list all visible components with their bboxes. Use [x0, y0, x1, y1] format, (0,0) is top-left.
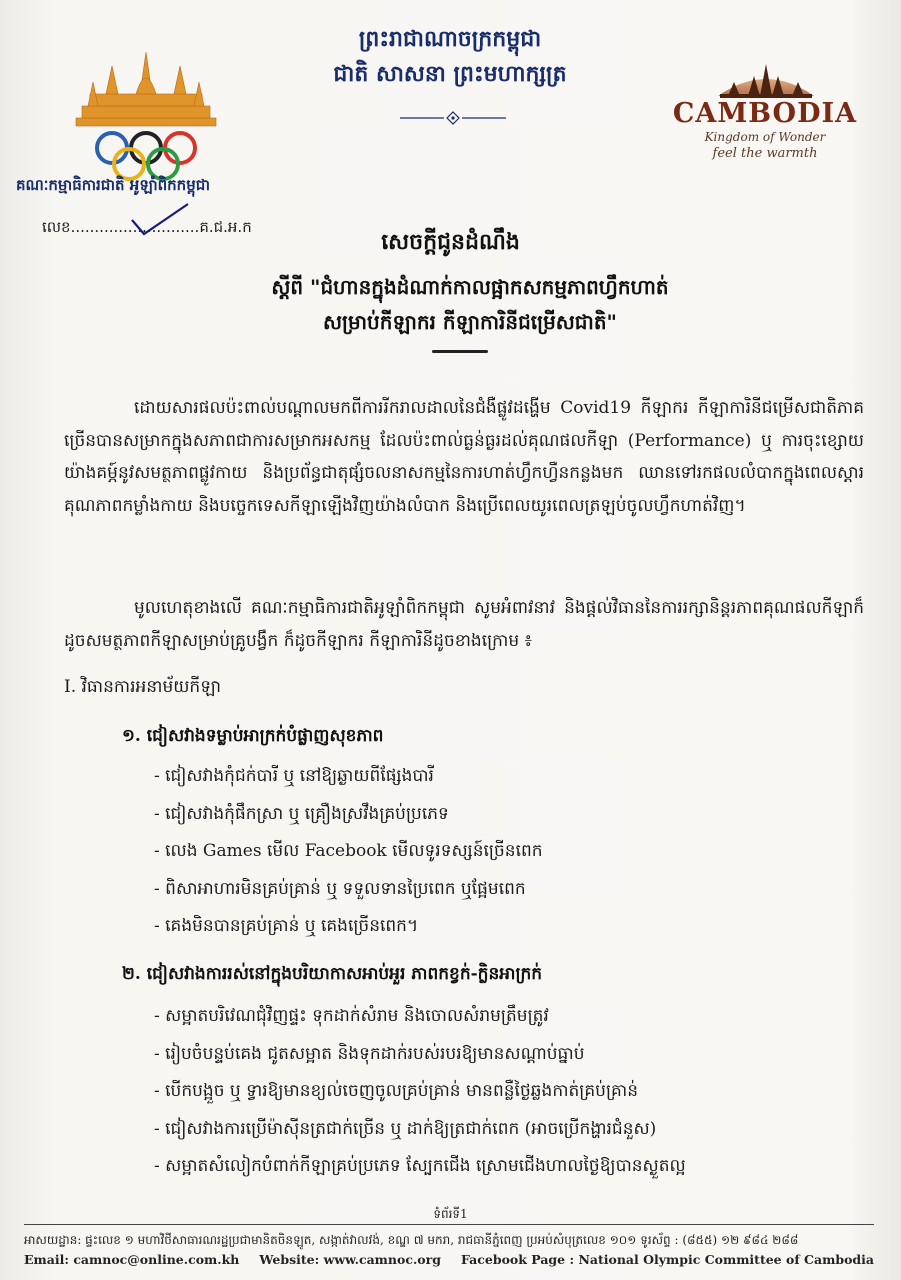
list-item: - គេងមិនបានគ្រប់គ្រាន់ ឬ គេងច្រើនពេក។: [154, 916, 419, 936]
cambodia-logo-tagline: Kingdom of Wonder: [704, 130, 826, 144]
list-item: - ជៀសវាងកុំផឹកស្រា ឬ គ្រឿងស្រវឹងគ្រប់ប្រភេទ: [154, 803, 449, 824]
title-divider: [432, 350, 488, 353]
list-item: - ជៀសវាងការប្រើម៉ាស៊ីនត្រជាក់ច្រើន ឬ ដាក់ឱ្យត្រជាក់ពេក (អាចប្រើកង្ហារជំនួស): [154, 1118, 657, 1139]
paragraph-appeal: មូលហេតុខាងលើ គណៈកម្មាធិការជាតិអូឡាំពិកកម្ពុជា សូមអំពាវនាវ និងផ្តល់វិធាននៃការរក្សានិន្តរភាពគុណផលកីឡាក៏ដូចសមត្ថភាពកីឡាសម្រាប់គ្រូបង្វឹក ក៏ដូចកីឡាករ កីឡាការិនីដូចខាងក្រោម ៖: [64, 598, 864, 651]
footer-facebook: Facebook Page : National Olympic Committee of Cambodia: [460, 1252, 874, 1267]
subject-line-2: សម្រាប់កីឡាករ កីឡាការិនីជម្រើសជាតិ": [323, 310, 617, 334]
section-heading: I. វិធានការអនាម័យកីឡា: [64, 677, 221, 697]
header-ornament-icon: [398, 110, 508, 126]
footer-divider: [24, 1224, 874, 1225]
list-item: - ពិសាអាហារមិនគ្រប់គ្រាន់ ឬ ទទួលទានប្រៃពេក ឬផ្អែមពេក: [154, 878, 526, 899]
footer-address: អាសយដ្ឋាន: ផ្ទះលេខ ១ មហាវិថីសាធារណរដ្ឋប្រជាមានិតចិនឡូត, សង្កាត់វាលវង់, ខណ្ឌ ៧ មករា, រាជធានីភ្នំពេញ ប្រអប់សំបុត្រលេខ ១០១ ទូរស័ព្ទ : (៨៥៥) ១២ ៩៨៤ ២៨៨: [24, 1233, 799, 1247]
bad-habits-list: [154, 758, 543, 946]
kingdom-line: ព្រះរាជាណាចក្រកម្ពុជា: [358, 26, 542, 52]
footer-email: Email: camnoc@online.com.kh: [24, 1252, 240, 1267]
ref-dots: ...........................: [70, 218, 200, 236]
footer-contacts: [24, 1252, 874, 1267]
paragraph-intro: ដោយសារផលប៉ះពាល់បណ្តាលមកពីការរីករាលដាលនៃជំងឺផ្លូវដង្ហើម Covid19 កីឡាករ កីឡាការិនីជម្រើសជាតិភាគច្រើនបានសម្រាកក្នុងសភាពជាការសម្រាកអសកម្ម ដែលប៉ះពាល់ធ្ងន់ធ្ងរដល់គុណផលកីឡា (Performance) ឬ ការចុះខ្សោយយ៉ាងគម្ភ៍នូវសមត្ថភាពផ្លូវកាយ និងប្រព័ន្ធជាតុផ្សំចលនាសកម្មនៃការហាត់ហ្វឹកហ្វឺនកន្លងមក ឈានទៅរកផលលំបាកក្នុងពេលស្តារគុណភាពកម្លាំងកាយ និងបច្ចេកទេសកីឡាឡើងវិញយ៉ាងលំបាក និងប្រើពេលយូរពេលត្រឡប់ចូលហ្វឹកហាត់វិញ។: [64, 398, 864, 516]
list-item: - សម្អាតសំលៀកបំពាក់កីឡាគ្រប់ប្រភេទ ស្បែកជើង ស្រោមជើងហាលថ្ងៃឱ្យបានស្ងួតល្អ: [154, 1156, 686, 1176]
list-item: - រៀបចំបន្ទប់គេង ជូតសម្អាត និងទុកដាក់របស់របរឱ្យមានសណ្តាប់ធ្នាប់: [154, 1043, 585, 1064]
document-title: សេចក្តីជូនដំណឹង: [381, 229, 520, 255]
ref-suffix: គ.ជ.អ.ក: [199, 218, 252, 236]
cambodia-logo-word: CAMBODIA: [672, 98, 858, 129]
list-item: - ជៀសវាងកុំជក់បារី ឬ នៅឱ្យឆ្ងាយពីផ្សែងបារី: [154, 766, 434, 786]
list-item: - សម្អាតបរិវេណជុំវិញផ្ទះ ទុកដាក់សំរាម និងចោលសំរាមត្រឹមត្រូវ: [154, 1006, 549, 1026]
list-item: - បើកបង្អួច ឬ ទ្វារឱ្យមានខ្យល់ចេញចូលគ្រប់គ្រាន់ មានពន្លឺថ្ងៃឆ្លងកាត់គ្រប់គ្រាន់: [154, 1081, 638, 1101]
document-subject: [150, 270, 790, 340]
environment-list: [154, 998, 686, 1186]
motto-line: ជាតិ សាសនា ព្រះមហាក្សត្រ: [333, 61, 567, 88]
footer-website: Website: www.camnoc.org: [259, 1252, 441, 1267]
committee-name: គណៈកម្មាធិការជាតិ អូឡាំពិកកម្ពុជា: [16, 176, 211, 194]
subject-line-1: ស្តីពី "ជំហានក្នុងដំណាក់កាលផ្អាកសកម្មភាពហ្វឹកហាត់: [271, 275, 669, 299]
subsection-heading-2: ២. ជៀសវាងការរស់នៅក្នុងបរិយាកាសអាប់អួរ ភាពកខ្វក់-ក្លិនអាក្រក់: [122, 964, 543, 984]
kingdom-header: [250, 22, 650, 92]
ref-prefix: លេខ: [42, 218, 71, 236]
page-number: ទំព័រទី1: [433, 1207, 468, 1221]
list-item: - លេង Games មើល Facebook មើលទូរទស្សន៍ច្រើនពេក: [154, 841, 543, 861]
subsection-heading-1: ១. ជៀសវាងទម្លាប់អាក្រក់បំផ្លាញសុខភាព: [122, 726, 384, 746]
noc-cambodia-emblem: [66, 44, 226, 194]
cambodia-logo-slogan: feel the warmth: [712, 146, 818, 161]
